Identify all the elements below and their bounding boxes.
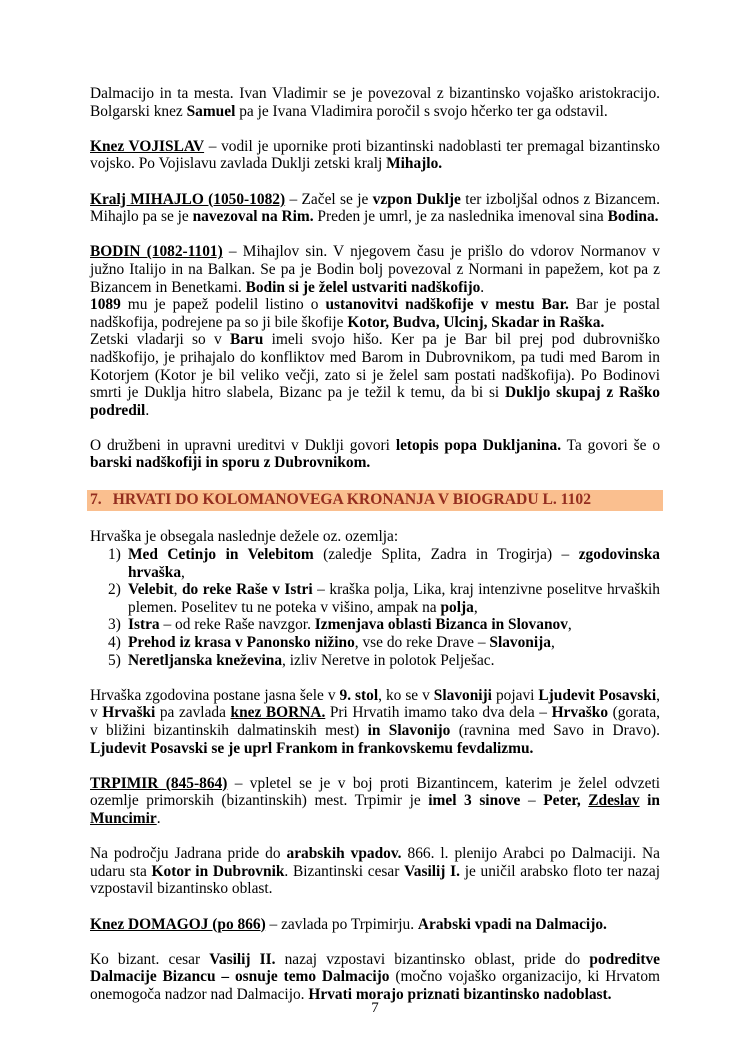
list-item-4-text: Prehod iz krasa v Panonsko nižino, vse do reke Drave – Slavonija, <box>128 634 555 651</box>
paragraph-bodin-1089: 1089 mu je papež podelil listino o ustanovitvi nadškofije v mestu Bar. Bar je postal nadškofija, podrejene pa so ji bile škofije Kotor, Budva, Ulcinj, Skadar in Raška. <box>90 296 660 331</box>
list-item-3-number: 3) <box>108 616 121 634</box>
paragraph-bodin-zetski: Zetski vladarji so v Baru imeli svojo hišo. Ker pa je Bar bil prej pod dubrovniško nadškofijo, je prihajalo do konfliktov med Barom in Dubrovnikom, pa tudi med Barom in Kotorjem (Kotor je bil veliko večji, zato si je želel sam postati nadškofija). Po Bodinovi smrti je Duklja hitro slabela, Bizanc pa je težil k temu, da bi si Dukljo skupaj z Raško podredil. <box>90 331 660 419</box>
paragraph-trpimir: TRPIMIR (845-864) – vpletel se je v boj proti Bizantincem, katerim je želel odvzeti ozemlje primorskih (bizantinskih) mest. Trpimir je imel 3 sinove – Peter, Zdeslav in Muncimir. <box>90 774 660 827</box>
list-item-2-number: 2) <box>108 581 121 599</box>
list-item-4-number: 4) <box>108 634 121 651</box>
list-item-5 <box>90 652 660 670</box>
paragraph-bodin: BODIN (1082-1101) – Mihajlov sin. V njegovem času je prišlo do vdorov Normanov v južno Italijo in na Balkan. Se pa je Bodin bolj povezoval z Normani in papežem, kot pa z Bizancem in Benetkami. Bodin si je želel ustvariti nadškofijo. <box>90 243 660 296</box>
paragraph-hrvaska-zgodovina: Hrvaška zgodovina postane jasna šele v 9. stol, ko se v Slavoniji pojavi Ljudevit Posavski, v Hrvaški pa zavlada knez BORNA. Pri Hrvatih imamo tako dva dela – Hrvaško (gorata, v bližini bizantinskih dalmatinskih mest) in Slavonijo (ravnina med Savo in Dravo). Ljudevit Posavski se je uprl Frankom in frankovskemu fevdalizmu. <box>90 686 661 757</box>
paragraph-letopis: O družbeni in upravni ureditvi v Duklji govori letopis popa Dukljanina. Ta govori še o barski nadškofiji in sporu z Dubrovnikom. <box>90 436 661 472</box>
paragraph-hrvaska-intro: Hrvaška je obsegala naslednje dežele oz. ozemlja: <box>90 528 399 546</box>
paragraph-knez-domagoj: Knez DOMAGOJ (po 866) – zavlada po Trpimirju. Arabski vpadi na Dalmacijo. <box>90 915 607 933</box>
list-item-1-text: Med Cetinjo in Velebitom (zaledje Splita, Zadra in Trogirja) – zgodovinska hrvaška, <box>128 546 660 581</box>
section-heading-number: 7. <box>90 491 102 509</box>
list-item-1-number: 1) <box>108 546 121 564</box>
page-number: 7 <box>371 1000 379 1016</box>
list-item-3-text: Istra – od reke Raše navzgor. Izmenjava oblasti Bizanca in Slovanov, <box>128 616 572 634</box>
paragraph-knez-vojislav: Knez VOJISLAV – vodil je upornike proti bizantinski nadoblasti ter premagal bizantinsko vojsko. Po Vojislavu zavlada Duklji zetski kralj Mihajlo. <box>90 137 660 173</box>
territory-list <box>90 546 660 669</box>
list-item-5-text: Neretljanska kneževina, izliv Neretve in polotok Pelješac. <box>128 651 495 669</box>
list-item-5-number: 5) <box>108 651 121 669</box>
section-heading-title: HRVATI DO KOLOMANOVEGA KRONANJA V BIOGRADU L. 1102 <box>112 491 591 509</box>
list-item-4 <box>90 634 660 652</box>
list-item-3 <box>90 616 660 634</box>
paragraph-vasilij-ii: Ko bizant. cesar Vasilij II. nazaj vzpostavi bizantinsko oblast, pride do podreditve Dalmacije Bizancu – osnuje temo Dalmacijo (močno vojaško organizacijo, ki Hrvatom onemogoča nadzor nad Dalmacijo. Hrvati morajo priznati bizantinsko nadoblast. <box>90 950 661 1003</box>
paragraph-dalmacija-intro: Dalmacijo in ta mesta. Ivan Vladimir se je povezoval z bizantinsko vojaško aristokracijo. Bolgarski knez Samuel pa je Ivana Vladimira poročil s svojo hčerko ter ga odstavil. <box>90 85 660 120</box>
paragraph-arabski-vpadi: Na področju Jadrana pride do arabskih vpadov. 866. l. plenijo Arabci po Dalmaciji. Na udaru sta Kotor in Dubrovnik. Bizantinski cesar Vasilij I. je uničil arabsko floto ter nazaj vzpostavil bizantinsko oblast. <box>90 845 660 898</box>
list-item-1 <box>90 546 660 581</box>
paragraph-kralj-mihajlo: Kralj MIHAJLO (1050-1082) – Začel se je vzpon Duklje ter izboljšal odnos z Bizancem. Mihajlo pa se je navezoval na Rim. Preden je umrl, je za naslednika imenoval sina Bodina. <box>90 190 660 226</box>
list-item-2-text: Velebit, do reke Raše v Istri – kraška polja, Lika, kraj intenzivne poselitve hrvaških plemen. Poselitev tu ne poteka v višino, ampak na polja, <box>128 581 660 616</box>
paragraph-group-bodin <box>90 243 660 419</box>
section-heading <box>87 490 663 512</box>
page-content <box>90 85 660 1021</box>
list-item-2 <box>90 581 660 616</box>
